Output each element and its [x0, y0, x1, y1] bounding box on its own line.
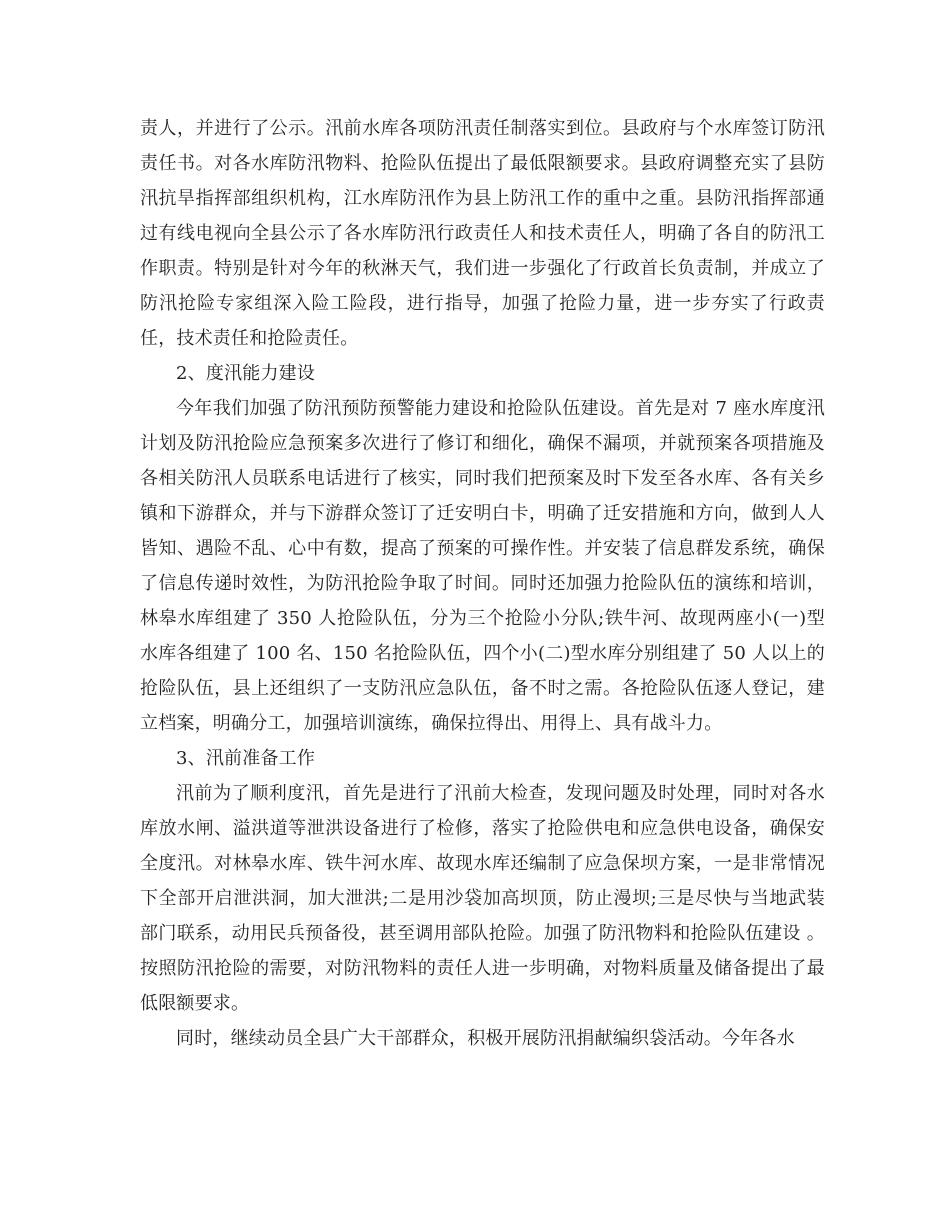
paragraph-mobilization: 同时，继续动员全县广大干部群众，积极开展防汛捐献编织袋活动。今年各水	[176, 1028, 795, 1049]
document-body	[140, 111, 825, 1056]
paragraph-capacity-building: 今年我们加强了防汛预防预警能力建设和抢险队伍建设。首先是对 7 座水库度汛计划及防汛抢险应急预案多次进行了修订和细化，确保不漏项，并就预案各项措施及各相关防汛人员联系电话进行了核实，同时我们把预案及时下发至各水库、各有关乡镇和下游群众，并与下游群众签订了迁安明白卡，明确了迁安措施和方向，做到人人皆知、遇险不乱、心中有数，提高了预案的可操作性。并安装了信息群发系统，确保了信息传递时效性，为防汛抢险争取了时间。同时还加强力抢险队伍的演练和培训，林皋水库组建了 350 人抢险队伍，分为三个抢险小分队;铁牛河、故现两座小(一)型水库各组建了 100 名、150 名抢险队伍，四个小(二)型水库分别组建了 50 人以上的抢险队伍，县上还组织了一支防汛应急队伍，备不时之需。各抢险队伍逐人登记，建立档案，明确分工，加强培训演练，确保拉得出、用得上、具有战斗力。	[140, 398, 825, 734]
paragraph-pre-flood-preparation: 汛前为了顺利度汛，首先是进行了汛前大检查，发现问题及时处理，同时对各水库放水闸、溢洪道等泄洪设备进行了检修，落实了抢险供电和应急供电设备，确保安全度汛。对林皋水库、铁牛河水库、故现水库还编制了应急保坝方案，一是非常情况下全部开启泄洪洞，加大泄洪;二是用沙袋加高坝顶，防止漫坝;三是尽快与当地武装部门联系，动用民兵预备役，甚至调用部队抢险。加强了防汛物料和抢险队伍建设 。按照防汛抢险的需要，对防汛物料的责任人进一步明确，对物料质量及储备提出了最低限额要求。	[140, 783, 825, 1014]
section-heading-pre-flood-preparation: 3、汛前准备工作	[176, 748, 316, 769]
paragraph-continuation: 责人，并进行了公示。汛前水库各项防汛责任制落实到位。县政府与个水库签订防汛责任书。对各水库防汛物料、抢险队伍提出了最低限额要求。县政府调整充实了县防汛抗旱指挥部组织机构，江水库防汛作为县上防汛工作的重中之重。县防汛指挥部通过有线电视向全县公示了各水库防汛行政责任人和技术责任人，明确了各自的防汛工作职责。特别是针对今年的秋淋天气，我们进一步强化了行政首长负责制，并成立了防汛抢险专家组深入险工险段，进行指导，加强了抢险力量，进一步夯实了行政责任，技术责任和抢险责任。	[140, 118, 825, 349]
section-heading-capacity-building: 2、度汛能力建设	[176, 363, 316, 384]
